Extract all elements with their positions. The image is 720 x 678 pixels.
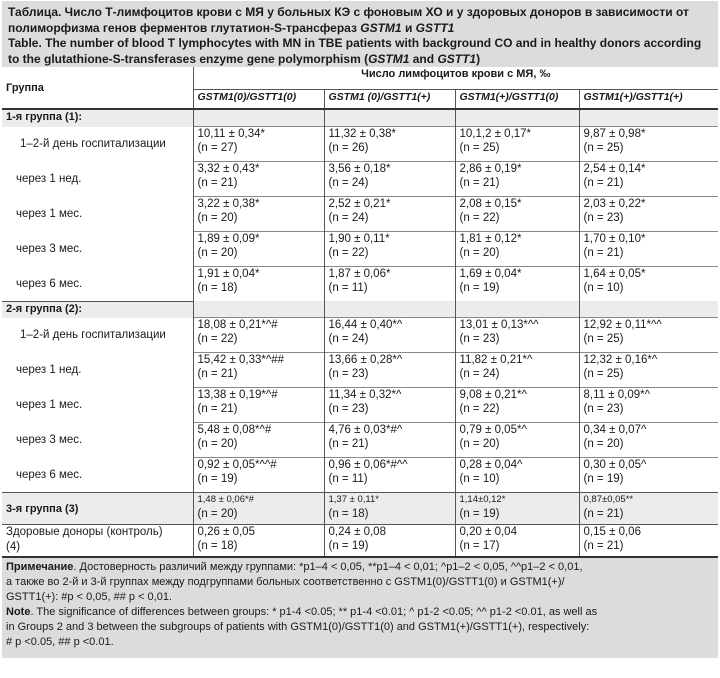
cell-value: 3,22 ± 0,38* [197, 198, 260, 210]
table-cell [193, 525, 324, 557]
cell-value: 0,79 ± 0,05*^ [459, 424, 527, 436]
cell-n: (n = 20) [459, 247, 500, 259]
table-cell [579, 353, 718, 388]
table-cell [193, 458, 324, 493]
table-cell [324, 458, 455, 493]
table-row [2, 162, 718, 197]
cell-value: 10,1,2 ± 0,17* [459, 128, 532, 140]
row-label: через 6 мес. [16, 277, 83, 290]
cell-value: 1,48 ± 0,06*# [197, 494, 254, 505]
span-header: Число лимфоцитов крови с МЯ, ‰ [193, 67, 718, 90]
cell-n: (n = 21) [583, 177, 624, 189]
cell-value: 1,87 ± 0,06* [328, 268, 391, 280]
cell-n: (n = 21) [583, 540, 624, 552]
note-ru-3: GSTT1(+): #p < 0,05, ## p < 0,01. [6, 591, 173, 603]
cell-value: 0,96 ± 0,06*#^^ [328, 459, 408, 471]
cell-n: (n = 19) [459, 282, 500, 294]
cell-n: (n = 25) [583, 142, 624, 154]
cell-value: 1,14±0,12* [459, 494, 506, 505]
cell-value: 11,82 ± 0,21*^ [459, 354, 533, 366]
row-label: через 1 мес. [16, 208, 83, 220]
cell-value: 0,87±0,05** [583, 494, 634, 505]
table-cell [193, 267, 324, 302]
table-cell [455, 388, 579, 423]
cell-value: 11,34 ± 0,32*^ [328, 389, 402, 401]
cell-n: (n = 25) [583, 368, 624, 380]
cell-value: 0,20 ± 0,04 [459, 526, 517, 538]
row-label: через 1 нед. [16, 364, 82, 376]
cell-n: (n = 21) [197, 177, 238, 189]
table-cell [579, 267, 718, 302]
cell-n: (n = 21) [197, 403, 238, 415]
row-label: через 6 мес. [16, 468, 83, 481]
row-label: 1–2-й день госпитализации [20, 138, 166, 150]
table-cell [455, 423, 579, 458]
cell-n: (n = 20) [583, 438, 624, 450]
table-cell [324, 197, 455, 232]
cell-value: 2,86 ± 0,19* [459, 163, 522, 175]
cell-value: 1,90 ± 0,11* [328, 233, 390, 245]
cell-n: (n = 23) [459, 333, 500, 345]
cell-n: (n = 23) [583, 403, 624, 415]
cell-value: 2,54 ± 0,14* [583, 163, 646, 175]
table-cell [193, 493, 324, 525]
table-row [2, 388, 718, 423]
table-cell [193, 318, 324, 353]
cell-value: 2,52 ± 0,21* [328, 198, 391, 210]
table-row [2, 318, 718, 353]
cell-n: (n = 20) [197, 438, 238, 450]
table-cell [579, 127, 718, 162]
note-ru-1: Примечание. Достоверность различий между группами: *p1–4 < 0,05, **p1–4 < 0,01; ^p1–2 < 0,05, ^^p1–2 < 0,01, [6, 561, 583, 573]
table-cell [324, 353, 455, 388]
table-cell [455, 493, 579, 525]
cell-n: (n = 20) [197, 212, 238, 224]
cell-n: (n = 26) [328, 142, 369, 154]
table-body [2, 109, 718, 556]
table-cell [579, 162, 718, 197]
cell-n: (n = 20) [459, 438, 500, 450]
cell-value: 2,08 ± 0,15* [459, 198, 522, 210]
table-cell [193, 232, 324, 267]
cell-value: 0,24 ± 0,08 [328, 526, 386, 538]
cell-n: (n = 10) [459, 473, 500, 485]
table-cell [579, 423, 718, 458]
cell-n: (n = 18) [197, 282, 238, 294]
caption-ru: Таблица. Число Т-лимфоцитов крови с МЯ у больных КЭ с фоновым ХО и у здоровых доноров в зависимости от полиморфизма генов ферментов глутатион-S-трансфераз GSTM1 и GSTT1 [8, 5, 689, 35]
row-label: 1–2-й день госпитализации [20, 329, 166, 341]
table-cell [579, 458, 718, 493]
cell-n: (n = 25) [459, 142, 500, 154]
cell-n: (n = 22) [328, 247, 369, 259]
healthy-label: Здоровые доноры (контроль) (4) [2, 525, 193, 557]
cell-n: (n = 25) [583, 333, 624, 345]
cell-value: 13,01 ± 0,13*^^ [459, 319, 539, 331]
table-cell [579, 232, 718, 267]
cell-n: (n = 24) [459, 368, 500, 380]
cell-n: (n = 22) [459, 403, 500, 415]
cell-n: (n = 17) [459, 540, 500, 552]
note-en-2: in Groups 2 and 3 between the subgroups of patients with GSTM1(0)/GSTT1(0) and GSTM1(+)/GSTT1(+), respectively: [6, 621, 590, 633]
cell-value: 0,15 ± 0,06 [583, 526, 641, 538]
cell-value: 2,03 ± 0,22* [583, 198, 646, 210]
row-label: через 1 нед. [16, 173, 82, 185]
table-cell [193, 162, 324, 197]
table-cell [455, 162, 579, 197]
table-cell [324, 423, 455, 458]
table-cell [455, 353, 579, 388]
table-cell [324, 232, 455, 267]
cell-n: (n = 18) [328, 508, 369, 520]
cell-n: (n = 19) [328, 540, 369, 552]
cell-n: (n = 19) [197, 473, 238, 485]
cell-value: 1,37 ± 0,11* [328, 494, 379, 505]
table-cell [193, 423, 324, 458]
cell-n: (n = 24) [328, 177, 369, 189]
group-column-header: Группа [2, 67, 193, 109]
cell-value: 0,34 ± 0,07^ [583, 424, 647, 436]
cell-value: 13,66 ± 0,28*^ [328, 354, 403, 366]
cell-value: 12,92 ± 0,11*^^ [583, 319, 662, 331]
table-cell [579, 525, 718, 557]
note-ru-2: а также во 2-й и 3-й группах между подгруппами больных соответственно с GSTM1(0)/GSTT1(0) и GSTM1(+)/ [6, 576, 565, 588]
group-title-row [2, 301, 718, 318]
healthy-row [2, 525, 718, 557]
group-title: 1-я группа (1): [6, 111, 83, 123]
table-row [2, 127, 718, 162]
cell-value: 15,42 ± 0,33*^## [197, 354, 285, 366]
cell-value: 11,32 ± 0,38* [328, 128, 396, 140]
table-cell [324, 267, 455, 302]
cell-n: (n = 11) [328, 282, 368, 294]
cell-n: (n = 24) [328, 333, 369, 345]
table-row [2, 423, 718, 458]
table-cell [579, 388, 718, 423]
table-page [2, 1, 718, 658]
cell-value: 8,11 ± 0,09*^ [583, 389, 650, 401]
cell-n: (n = 21) [583, 247, 624, 259]
col-header-1: GSTM1(0)/GSTT1(0) [193, 90, 324, 110]
table-note [2, 556, 718, 658]
row-label: через 3 мес. [16, 243, 83, 255]
cell-n: (n = 20) [197, 247, 238, 259]
cell-n: (n = 22) [197, 333, 238, 345]
group-title-row [2, 109, 718, 127]
cell-value: 0,30 ± 0,05^ [583, 459, 647, 471]
row-label: через 1 мес. [16, 399, 83, 411]
cell-value: 16,44 ± 0,40*^ [328, 319, 403, 331]
cell-value: 13,38 ± 0,19*^# [197, 389, 278, 401]
table-cell [193, 127, 324, 162]
cell-value: 10,11 ± 0,34* [197, 128, 265, 140]
cell-n: (n = 18) [197, 540, 238, 552]
cell-value: 0,28 ± 0,04^ [459, 459, 523, 471]
table-cell [324, 388, 455, 423]
group-title: 2-я группа (2): [2, 301, 193, 318]
table-cell [579, 197, 718, 232]
table-cell [324, 318, 455, 353]
table-cell [193, 388, 324, 423]
cell-value: 1,70 ± 0,10* [583, 233, 646, 245]
cell-value: 1,81 ± 0,12* [459, 233, 522, 245]
cell-n: (n = 19) [583, 473, 624, 485]
cell-n: (n = 11) [328, 473, 368, 485]
cell-n: (n = 23) [328, 403, 369, 415]
cell-value: 9,08 ± 0,21*^ [459, 389, 527, 401]
table-cell [455, 458, 579, 493]
cell-value: 4,76 ± 0,03*#^ [328, 424, 403, 436]
col-header-2: GSTM1 (0)/GSTT1(+) [324, 90, 455, 110]
table-row [2, 353, 718, 388]
cell-value: 1,64 ± 0,05* [583, 268, 646, 280]
cell-n: (n = 23) [583, 212, 624, 224]
note-en-1: Note. The significance of differences between groups: * p1-4 <0.05; ** p1-4 <0.01; ^ p1-2 <0.05; ^^ p1-2 <0.01, as well as [6, 606, 598, 618]
caption-en: Table. The number of blood T lymphocytes with MN in TBE patients with background CO and in healthy donors according to the glutathione-S-transferases enzyme gene polymorphism (GSTM1 and GSTT1) [8, 36, 702, 66]
note-en-3: # p <0.05, ## p <0.01. [6, 636, 114, 648]
cell-n: (n = 21) [328, 438, 369, 450]
cell-value: 0,92 ± 0,05*^^# [197, 459, 277, 471]
cell-n: (n = 20) [197, 508, 238, 520]
table-cell [455, 318, 579, 353]
table-row [2, 458, 718, 493]
cell-n: (n = 27) [197, 142, 238, 154]
table-row [2, 232, 718, 267]
table-caption [2, 1, 718, 67]
table-cell [193, 197, 324, 232]
cell-value: 1,91 ± 0,04* [197, 268, 260, 280]
table-cell [324, 162, 455, 197]
cell-n: (n = 22) [459, 212, 500, 224]
table-cell [324, 493, 455, 525]
table-cell [579, 318, 718, 353]
group3-row [2, 493, 718, 525]
cell-value: 3,56 ± 0,18* [328, 163, 391, 175]
cell-n: (n = 21) [197, 368, 238, 380]
table-cell [455, 197, 579, 232]
group3-label: 3-я группа (3) [2, 493, 193, 525]
table-cell [324, 127, 455, 162]
table-cell [193, 353, 324, 388]
cell-value: 1,89 ± 0,09* [197, 233, 260, 245]
table-cell [455, 127, 579, 162]
cell-n: (n = 10) [583, 282, 624, 294]
cell-n: (n = 23) [328, 368, 369, 380]
cell-value: 5,48 ± 0,08*^# [197, 424, 272, 436]
table-row [2, 267, 718, 302]
cell-value: 0,26 ± 0,05 [197, 526, 255, 538]
cell-n: (n = 21) [459, 177, 500, 189]
data-table [2, 67, 718, 556]
col-header-3: GSTM1(+)/GSTT1(0) [455, 90, 579, 110]
table-cell [324, 525, 455, 557]
cell-n: (n = 21) [583, 508, 624, 520]
cell-n: (n = 19) [459, 508, 500, 520]
table-cell [455, 232, 579, 267]
cell-n: (n = 24) [328, 212, 369, 224]
table-cell [455, 267, 579, 302]
cell-value: 1,69 ± 0,04* [459, 268, 522, 280]
table-row [2, 197, 718, 232]
table-cell [455, 525, 579, 557]
row-label: через 3 мес. [16, 434, 83, 446]
cell-value: 18,08 ± 0,21*^# [197, 319, 278, 331]
col-header-4: GSTM1(+)/GSTT1(+) [579, 90, 718, 110]
cell-value: 12,32 ± 0,16*^ [583, 354, 658, 366]
cell-value: 9,87 ± 0,98* [583, 128, 646, 140]
table-cell [579, 493, 718, 525]
cell-value: 3,32 ± 0,43* [197, 163, 260, 175]
